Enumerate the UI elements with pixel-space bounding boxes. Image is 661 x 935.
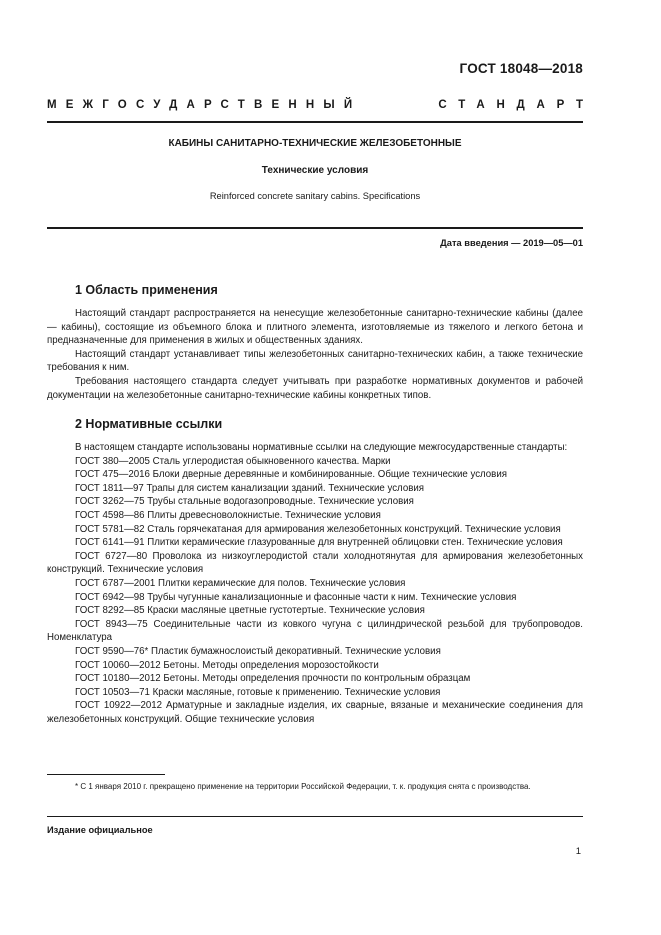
reference-item: ГОСТ 9590—76* Пластик бумажнослоистый декоративный. Технические условия (75, 645, 441, 657)
reference-item: ГОСТ 5781—82 Сталь горячекатаная для армирования железобетонных конструкций. Технические условия (75, 523, 561, 535)
section-2-heading: 2 Нормативные ссылки (75, 417, 223, 431)
reference-item: ГОСТ 10180—2012 Бетоны. Методы определения прочности по контрольным образцам (75, 673, 471, 685)
footer-rule (47, 816, 583, 817)
reference-item: ГОСТ 10503—71 Краски масляные, готовые к применению. Технические условия (75, 686, 441, 698)
gost-number: ГОСТ 18048—2018 (459, 61, 583, 76)
reference-item: ГОСТ 475—2016 Блоки дверные деревянные и комбинированные. Общие технические условия (75, 469, 507, 481)
reference-item: ГОСТ 6942—98 Трубы чугунные канализационные и фасонные части к ним. Технические условия (75, 591, 517, 603)
footnote: * С 1 января 2010 г. прекращено применение на территории Российской Федерации, т. к. продукция снята с производства. (75, 782, 531, 791)
official-edition-label: Издание официальное (47, 825, 153, 835)
page-number: 1 (575, 846, 581, 857)
footnote-rule (47, 774, 165, 775)
reference-item: ГОСТ 4598—86 Плиты древесноволокнистые. Технические условия (75, 509, 381, 521)
reference-item: ГОСТ 6787—2001 Плитки керамические для полов. Технические условия (75, 577, 406, 589)
paragraph: Требования настоящего стандарта следует учитывать при разработке нормативных документов и рабочей документации на железобетонные санитарно-технические кабины конкретных типов. (47, 375, 583, 401)
reference-item: ГОСТ 3262—75 Трубы стальные водогазопроводные. Технические условия (75, 496, 414, 508)
reference-item: ГОСТ 6727—80 Проволока из низкоуглеродистой стали холоднотянутая для армирования железобетонных конструкций. Технические условия (47, 550, 583, 576)
header-rule (47, 121, 583, 123)
reference-item: ГОСТ 1811—97 Трапы для систем канализации зданий. Технические условия (75, 482, 425, 494)
reference-item: ГОСТ 10922—2012 Арматурные и закладные изделия, их сварные, вязаные и механические соединения для железобетонных конструкций. Общие технические условия (47, 700, 583, 725)
paragraph: Настоящий стандарт распространяется на ненесущие железобетонные санитарно-технические кабины (далее — кабины), состоящие из объемного блока и плитного элемента, изготовляемые из тяжелого и легкого бетона и предназначенные для применения в жилых и общественных зданиях. (47, 308, 583, 347)
interstate-standard-banner (47, 99, 595, 111)
reference-item: ГОСТ 380—2005 Сталь углеродистая обыкновенного качества. Марки (75, 455, 391, 467)
reference-item: ГОСТ 8292—85 Краски масляные цветные густотертые. Технические условия (75, 605, 425, 617)
reference-item: ГОСТ 10060—2012 Бетоны. Методы определения морозостойкости (75, 659, 379, 671)
standard-word: СТАНДАРТ (438, 99, 595, 111)
document-subtitle: Технические условия (261, 165, 369, 176)
introduction-date: Дата введения — 2019—05—01 (440, 238, 583, 248)
references-list (47, 441, 583, 726)
title-rule (47, 227, 583, 229)
section-1-body (47, 307, 583, 402)
document-page (47, 0, 595, 935)
references-intro: В настоящем стандарте использованы нормативные ссылки на следующие межгосударственные стандарты: (75, 442, 568, 453)
reference-item: ГОСТ 8943—75 Соединительные части из ковкого чугуна с цилиндрической резьбой для трубопроводов. Номенклатура (47, 618, 583, 644)
reference-item: ГОСТ 6141—91 Плитки керамические глазурованные для внутренней облицовки стен. Технические условия (75, 537, 563, 549)
document-title-english: Reinforced concrete sanitary cabins. Specifications (209, 191, 421, 201)
section-1-heading: 1 Область применения (75, 283, 218, 297)
interstate-word: МЕЖГОСУДАРСТВЕННЫЙ (47, 99, 362, 111)
document-title: КАБИНЫ САНИТАРНО-ТЕХНИЧЕСКИЕ ЖЕЛЕЗОБЕТОННЫЕ (168, 138, 462, 149)
paragraph: Настоящий стандарт устанавливает типы железобетонных санитарно-технических кабин, а также технические требования к ним. (47, 348, 583, 374)
